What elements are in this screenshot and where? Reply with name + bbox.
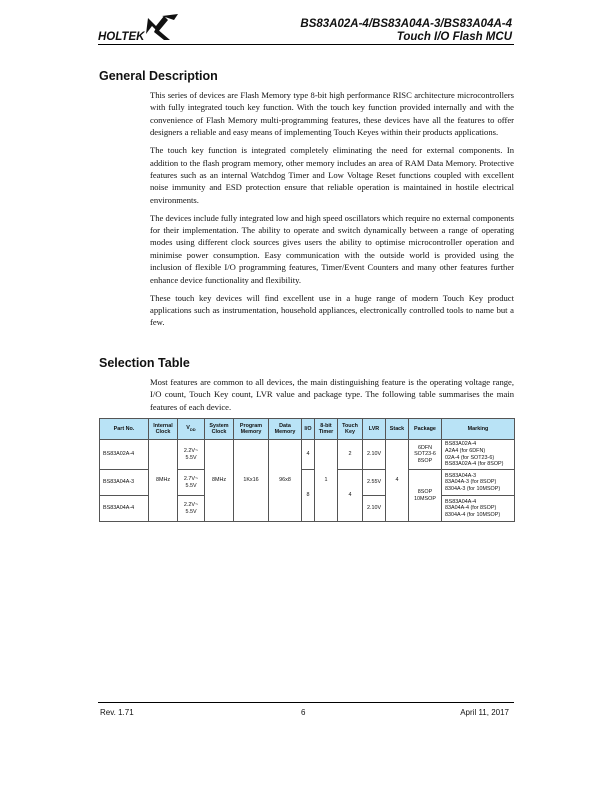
col-program-memory: Program Memory xyxy=(234,419,269,440)
marking-line: BS83A02A-4 (for 8SOP) xyxy=(445,461,504,468)
col-package: Package xyxy=(409,419,442,440)
part-no-cell: BS83A04A-4 xyxy=(100,496,149,522)
selection-table xyxy=(99,418,515,522)
col-data-memory: Data Memory xyxy=(269,419,302,440)
selection-table-intro-block xyxy=(150,376,514,419)
footer-revision: Rev. 1.71 xyxy=(100,708,134,717)
col-lvr: LVR xyxy=(363,419,386,440)
timer-cell: 1 xyxy=(315,440,338,522)
col-system-clock: System Clock xyxy=(205,419,234,440)
marking-line: 8304A-4 (for 10MSOP) xyxy=(445,511,501,518)
selection-table-heading: Selection Table xyxy=(99,356,190,370)
col-part-no: Part No. xyxy=(100,419,149,440)
lvr-cell: 2.55V xyxy=(363,470,386,496)
part-no-cell: BS83A02A-4 xyxy=(100,440,149,470)
stack-cell: 4 xyxy=(386,440,409,522)
vdd-cell: 2.2V~ 5.5V xyxy=(178,440,205,470)
col-marking: Marking xyxy=(442,419,515,440)
general-description-paragraph: This series of devices are Flash Memory type 8-bit high performance RISC architecture microcontrollers with fully integrated touch key function. With the touch key function provided internally and with the convenience of Flash Memory multi-programming features, these devices have all the features to offer designers a reliable and easy means of implementing Touch Keyes within their products applications. xyxy=(150,90,514,138)
part-no-cell: BS83A04A-3 xyxy=(100,470,149,496)
marking-line: BS83A04A-3 xyxy=(445,472,477,479)
holtek-logo xyxy=(98,14,188,44)
io-cell: 8 xyxy=(302,470,315,522)
holtek-logo-graphic xyxy=(98,14,188,44)
header-rule xyxy=(98,44,514,45)
package-cell: 6DFN SOT23-6 8SOP xyxy=(409,440,442,470)
footer-page-number: 6 xyxy=(301,708,306,717)
general-description-paragraph: The touch key function is integrated completely eliminating the need for external components. In addition to the flash program memory, other memory includes an area of RAM Data Memory. Protective features such as an internal Watchdog Timer and Low Voltage Reset functions coupled with excellent noise immunity and ESD protection ensure that reliable operation is maintained in hostile electrical environments. xyxy=(150,145,514,205)
footer-rule xyxy=(98,702,514,703)
selection-table-intro: Most features are common to all devices, the main distinguishing feature is the operating voltage range, I/O count, Touch Key count, LVR value and package type. The following table summarises the main features of each device. xyxy=(150,377,514,412)
general-description-paragraph: The devices include fully integrated low and high speed oscillators which require no external components for their implementation. The ability to operate and switch dynamically between a range of operating modes using different clock sources gives users the ability to optimise microcontroller operation and minimise power consumption. Easy communication with the outside world is provided using the inclusion of flexible I/O programming features, Timer/Event Counters and many other features further enhance device functionality and flexibility. xyxy=(150,212,514,285)
col-touch-key: Touch Key xyxy=(338,419,363,440)
system-clock-cell: 8MHz xyxy=(205,440,234,522)
marking-line: 83A04A-3 (for 8SOP) xyxy=(445,479,497,486)
col-io: I/O xyxy=(302,419,315,440)
col-stack: Stack xyxy=(386,419,409,440)
vdd-cell: 2.2V~ 5.5V xyxy=(178,496,205,522)
program-memory-cell: 1Kx16 xyxy=(234,440,269,522)
table-row xyxy=(100,440,515,470)
col-8bit-timer: 8-bit Timer xyxy=(315,419,338,440)
table-header-row xyxy=(100,419,515,440)
io-cell: 4 xyxy=(302,440,315,470)
col-vdd: $V_{DD}$ xyxy=(178,419,205,440)
data-memory-cell: 96x8 xyxy=(269,440,302,522)
general-description-paragraph: These touch key devices will find excellent use in a huge range of modern Touch Key product applications such as instrumentation, household appliances, electronically controlled tools to name but a few. xyxy=(150,292,514,328)
document-header-title xyxy=(300,18,512,44)
footer-date: April 11, 2017 xyxy=(460,708,509,717)
marking-cell xyxy=(442,440,515,470)
header-part-numbers: BS83A02A-4/BS83A04A-3/BS83A04A-4 xyxy=(300,18,512,30)
header-subtitle: Touch I/O Flash MCU xyxy=(396,31,512,43)
marking-cell xyxy=(442,470,515,496)
marking-cell xyxy=(442,496,515,522)
general-description-heading: General Description xyxy=(99,69,218,83)
marking-line: BS83A04A-4 xyxy=(445,498,477,505)
marking-line: 02A-4 (for SOT23-6) xyxy=(445,454,495,461)
vdd-cell: 2.7V~ 5.5V xyxy=(178,470,205,496)
touch-key-cell: 4 xyxy=(338,470,363,522)
marking-line: 8304A-3 (for 10MSOP) xyxy=(445,485,501,492)
marking-line: A2A4 (for 6DFN) xyxy=(445,447,486,454)
marking-line: 83A04A-4 (for 8SOP) xyxy=(445,505,497,512)
lvr-cell: 2.10V xyxy=(363,440,386,470)
marking-line: BS83A02A-4 xyxy=(445,441,477,448)
internal-clock-cell: 8MHz xyxy=(149,440,178,522)
general-description-body xyxy=(150,89,514,334)
lvr-cell: 2.10V xyxy=(363,496,386,522)
package-cell: 8SOP 10MSOP xyxy=(409,470,442,522)
touch-key-cell: 2 xyxy=(338,440,363,470)
col-internal-clock: Internal Clock xyxy=(149,419,178,440)
holtek-logo-text: HOLTEK xyxy=(98,31,145,43)
